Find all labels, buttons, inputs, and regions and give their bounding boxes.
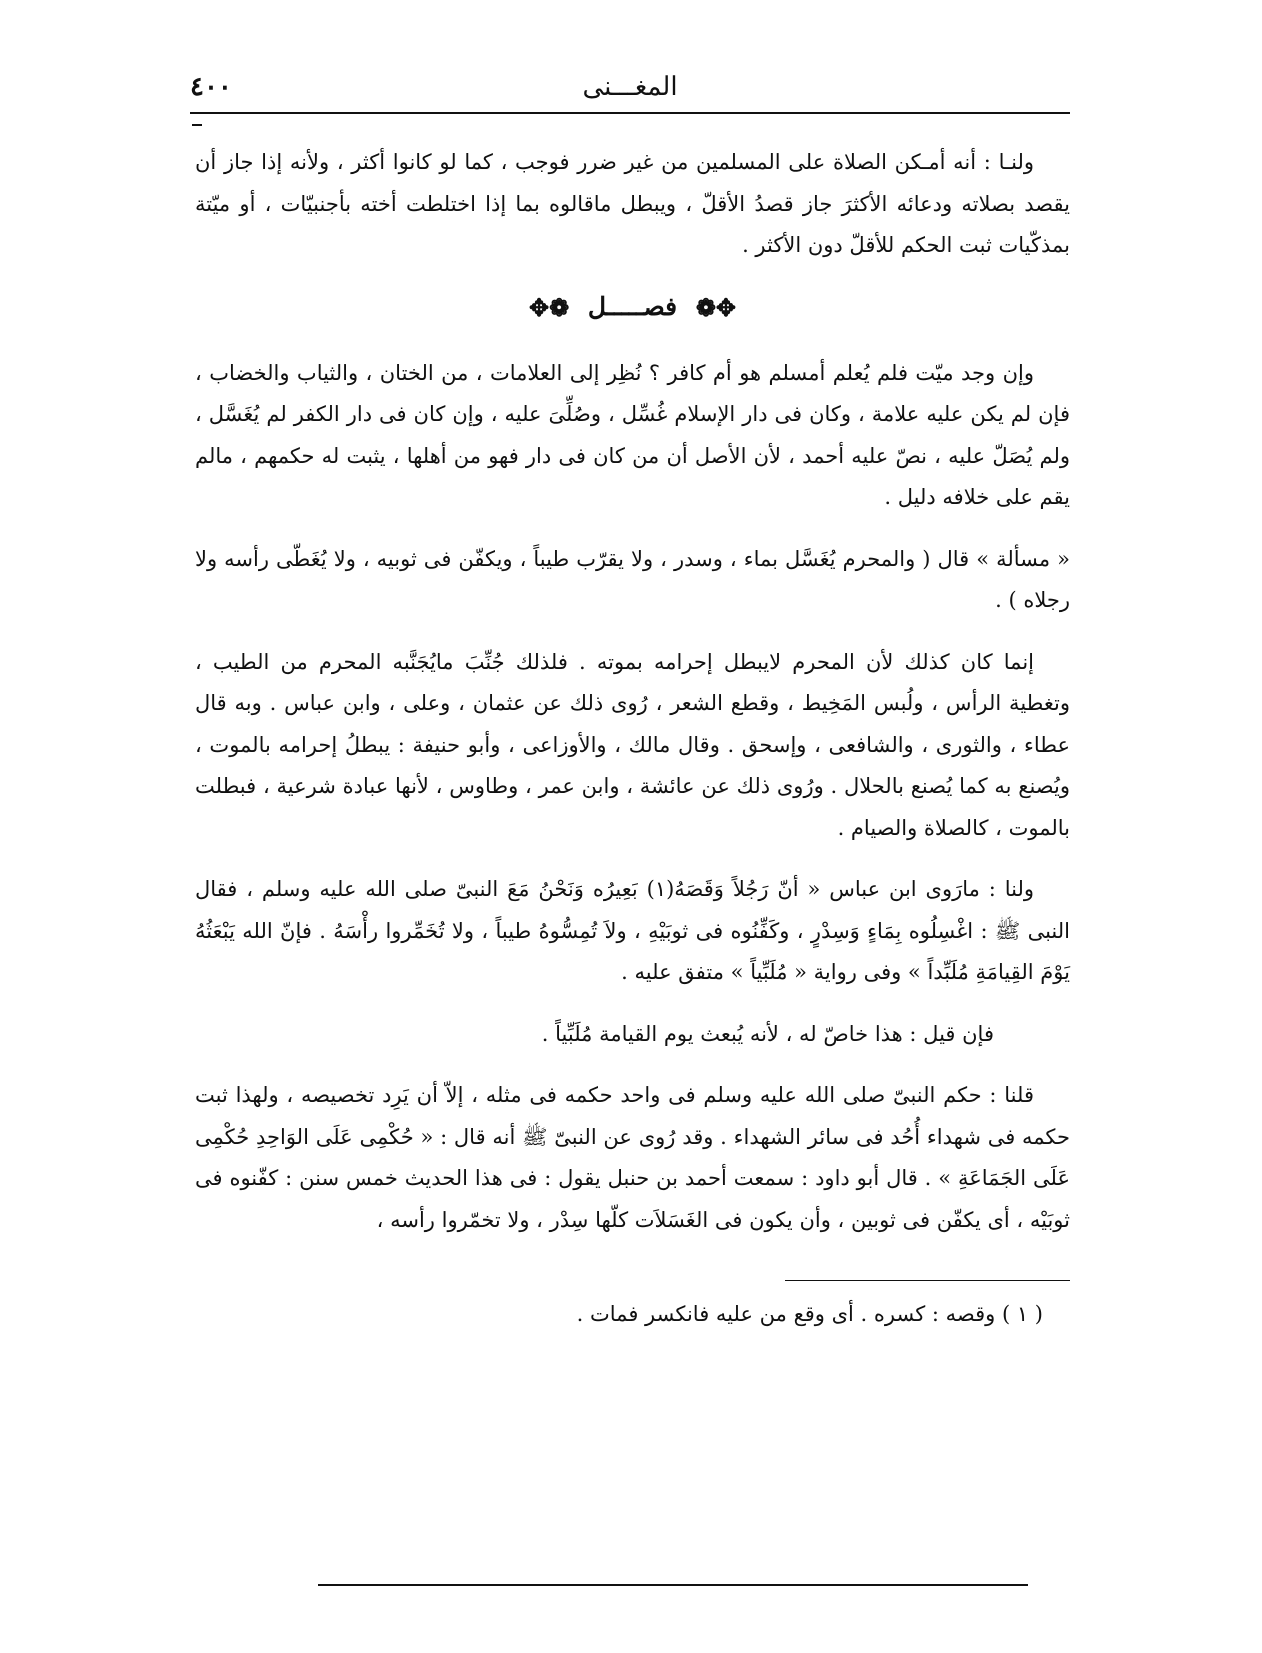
paragraph-5: ولنا : مارَوى ابن عباس « أنّ رَجُلاً وَقَصَهُ(١) بَعِيرُه وَنَحْنُ مَعَ النبىّ صلى الله عليه وسلم ، فقال النبى ﷺ : اغْسِلُوه بِمَاءٍ وَسِدْرٍ ، وكَفِّنُوه فى ثوبَيْهِ ، ولاَ تُمِسُّوهُ طيباً ، ولا تُخَمِّروا رأْسَهُ . فإنّ الله يَبْعَثُهُ يَوْمَ القِيامَةِ مُلَبِّداً » وفى رواية « مُلَبِّياً » متفق عليه . <box>195 877 1070 984</box>
ornament-left-icon: ❁✥ <box>528 293 570 322</box>
paragraph-4: إنما كان كذلك لأن المحرم لايبطل إحرامه بموته . فلذلك جُنِّبَ مايُجَنَّبه المحرم من الطيب ، وتغطية الرأس ، ولُبس المَخِيط ، وقطع الشعر ، رُوى ذلك عن عثمان ، وعلى ، وابن عباس . وبه قال عطاء ، والثورى ، والشافعى ، وإسحق . وقال مالك ، والأوزاعى ، وأبو حنيفة : يبطلُ إحرامه بالموت ، ويُصنع به كما يُصنع بالحلال . ورُوى ذلك عن عائشة ، وابن عمر ، وطاوس ، لأنها عبادة شرعية ، فبطلت بالموت ، كالصلاة والصيام . <box>195 649 1070 840</box>
header-tick-mark <box>192 124 202 126</box>
bottom-rule <box>318 1584 1028 1586</box>
paragraph-1: ولنـا : أنه أمـكن الصلاة على المسلمين من غير ضرر فوجب ، كما لو كانوا أكثر ، ولأنه إذا جاز أن يقصد بصلاته ودعائه الأكثرَ جاز قصدُ الأقلّ ، ويبطل ماقالوه بما إذا اختلطت أخته بأجنبيّات ، أو ميّتة بمذكّيات ثبت الحكم للأقلّ دون الأكثر . <box>195 150 1070 257</box>
page-body <box>195 142 1070 1261</box>
section-heading <box>195 287 1070 327</box>
header-rule <box>190 112 1070 114</box>
paragraph-3-masala: « مسألة » قال ( والمحرم يُغَسَّل بماء ، وسدر ، ولا يقرّب طيباً ، ويكفّن فى ثوبيه ، ولا يُغَطّى رأسه ولا رجلاه ) . <box>195 546 1070 612</box>
running-title: المغـــنى <box>582 72 678 102</box>
paragraph-6: فإن قيل : هذا خاصّ له ، لأنه يُبعث يوم القيامة مُلَبِّياً . <box>541 1021 994 1046</box>
footnote-rule <box>785 1280 1070 1281</box>
ornament-right-icon: ✥❁ <box>695 293 737 322</box>
paragraph-2: وإن وجد ميّت فلم يُعلم أمسلم هو أم كافر ؟ نُظِر إلى العلامات ، من الختان ، والثياب والخضاب ، فإن لم يكن عليه علامة ، وكان فى دار الإسلام غُسِّل ، وصُلِّىَ عليه ، وإن كان فى دار الكفر لم يُغَسَّل ، ولم يُصَلّ عليه ، نصّ عليه أحمد ، لأن الأصل أن من كان فى دار فهو من أهلها ، يثبت له حكمهم ، مالم يقم على خلافه دليل . <box>195 360 1070 509</box>
footnote: ( ١ ) وقصه : كسره . أى وقع من عليه فانكسر فمات . <box>576 1302 1043 1326</box>
section-heading-text: فصـــــل <box>587 291 678 321</box>
page-header <box>190 72 1070 112</box>
paragraph-7: قلنا : حكم النبىّ صلى الله عليه وسلم فى واحد حكمه فى مثله ، إلاّ أن يَرِد تخصيصه ، ولهذا ثبت حكمه فى شهداء أُحُد فى سائر الشهداء . وقد رُوى عن النبىّ ﷺ أنه قال : « حُكْمِى عَلَى الوَاحِدِ حُكْمِى عَلَى الجَمَاعَةِ » . قال أبو داود : سمعت أحمد بن حنبل يقول : فى هذا الحديث خمس سنن : كفّنوه فى ثوبَيْه ، أى يكفّن فى ثوبين ، وأن يكون فى الغَسَلاَت كلّها سِدْر ، ولا تخمّروا رأسه ، <box>195 1083 1070 1232</box>
page-number: ٤٠٠ <box>190 72 232 102</box>
